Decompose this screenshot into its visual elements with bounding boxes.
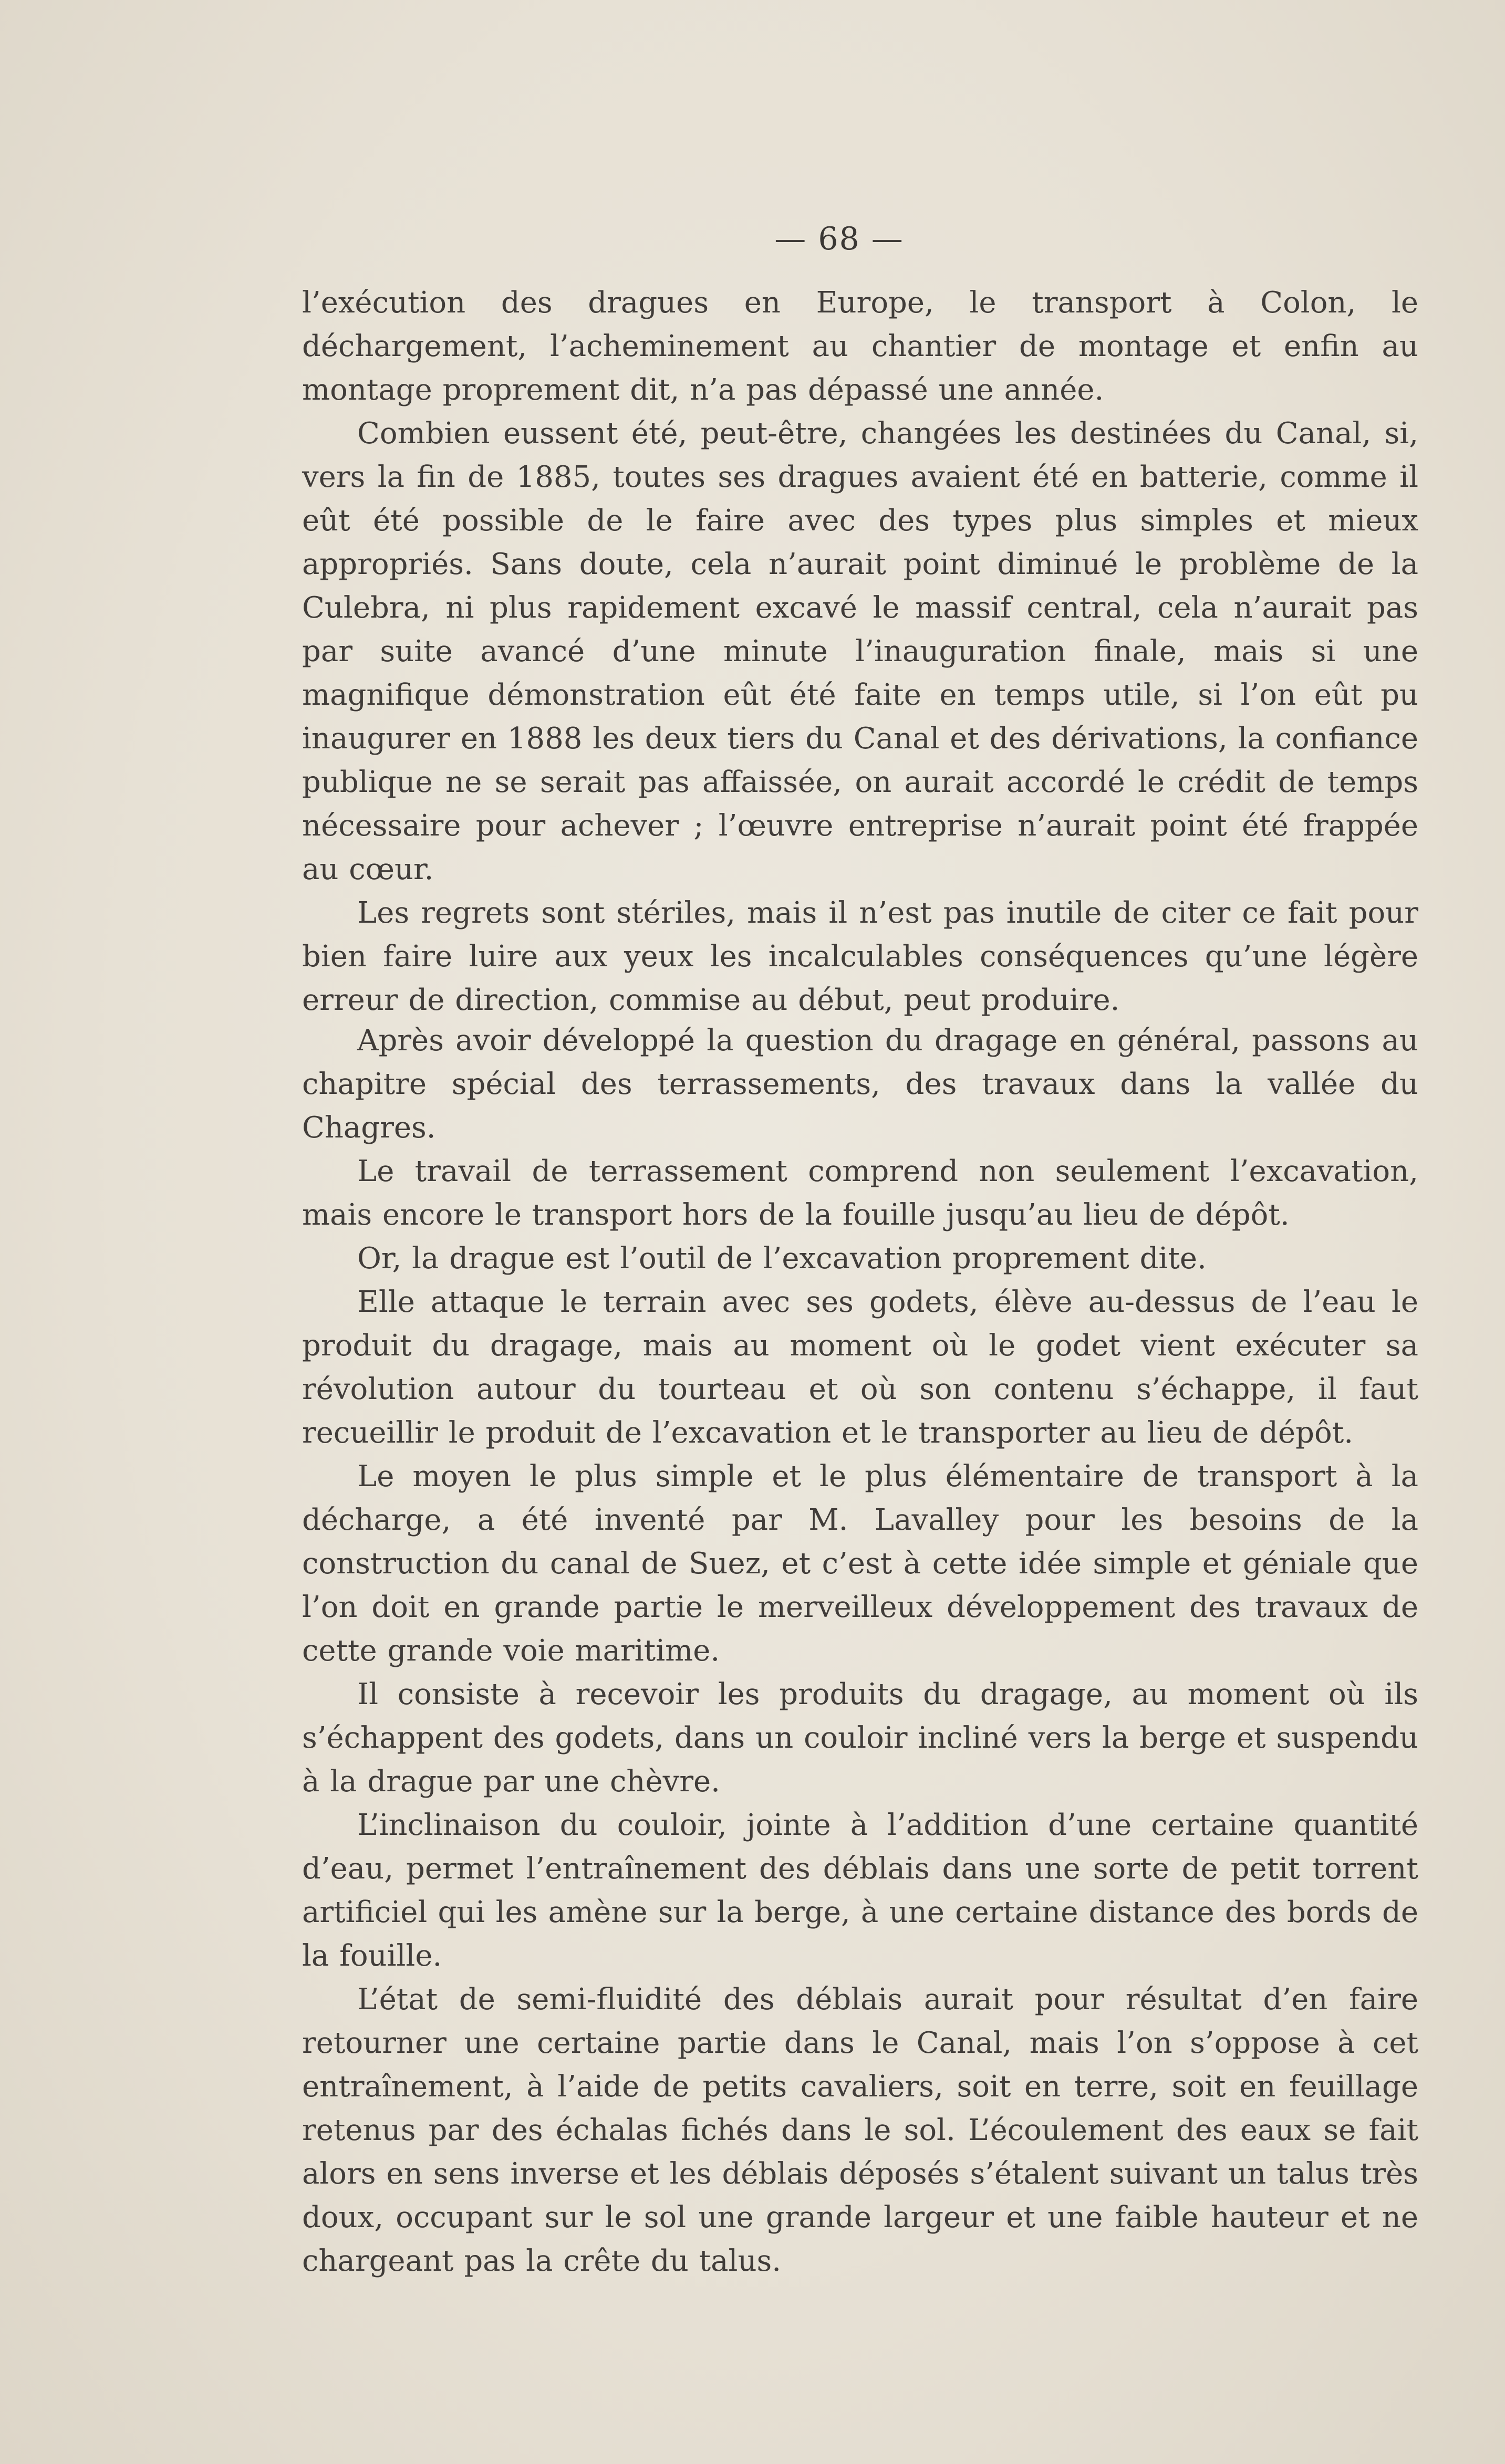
paragraph: Combien eussent été, peut-être, changées les destinées du Canal, si, vers la fin de 1885, toutes ses dragues avaient été en batterie, comme il eût été possible de le faire avec des types plus simples et mieux appropriés. Sans doute, cela n’aurait point diminué le problème de la Culebra, ni plus rapidement excavé le massif central, cela n’aurait pas par suite avancé d’une minute l’inauguration finale, mais si une magnifique démonstration eût été faite en temps utile, si l’on eût pu inaugurer en 1888 les deux tiers du Canal et des dérivations, la confiance publique ne se serait pas affaissée, on aurait accordé le crédit de temps nécessaire pour achever ; l’œuvre entreprise n’aurait point été frappée au cœur. [302, 416, 1418, 886]
page-number: — 68 — [774, 221, 904, 257]
paragraph: l’exécution des dragues en Europe, le transport à Colon, le déchargement, l’acheminement au chantier de montage et enfin au montage proprement dit, n’a pas dépassé une année. [302, 286, 1418, 407]
paragraph: L’inclinaison du couloir, jointe à l’addition d’une certaine quantité d’eau, permet l’entraînement des déblais dans une sorte de petit torrent artificiel qui les amène sur la berge, à une certaine distance des bords de la fouille. [302, 1808, 1418, 1973]
paragraph: Elle attaque le terrain avec ses godets, élève au-dessus de l’eau le produit du dragage, mais au moment où le godet vient exécuter sa révolution autour du tourteau et où son contenu s’échappe, il faut recueillir le produit de l’excavation et le transporter au lieu de dépôt. [302, 1285, 1418, 1450]
text-section-2 [302, 1019, 1418, 2283]
paragraph: L’état de semi-fluidité des déblais aurait pour résultat d’en faire retourner une certaine partie dans le Canal, mais l’on s’oppose à cet entraînement, à l’aide de petits cavaliers, soit en terre, soit en feuillage retenus par des échalas fichés dans le sol. L’écoulement des eaux se fait alors en sens inverse et les déblais déposés s’étalent suivant un talus très doux, occupant sur le sol une grande largeur et une faible hauteur et ne chargeant pas la crête du talus. [302, 1982, 1418, 2278]
paragraph: Or, la drague est l’outil de l’excavation proprement dite. [357, 1241, 1207, 1276]
paragraph: Le moyen le plus simple et le plus élémentaire de transport à la décharge, a été inventé par M. Lavalley pour les besoins de la construction du canal de Suez, et c’est à cette idée simple et géniale que l’on doit en grande partie le merveilleux développement des travaux de cette grande voie maritime. [302, 1459, 1418, 1668]
paragraph: Après avoir développé la question du dragage en général, passons au chapitre spécial des terrassements, des travaux dans la vallée du Chagres. [302, 1024, 1418, 1145]
paragraph: Les regrets sont stériles, mais il n’est pas inutile de citer ce fait pour bien faire luire aux yeux les incalculables conséquences qu’une légère erreur de direction, commise au début, peut produire. [302, 896, 1418, 1017]
paragraph: Il consiste à recevoir les produits du dragage, au moment où ils s’échappent des godets, dans un couloir incliné vers la berge et suspendu à la drague par une chèvre. [302, 1677, 1418, 1799]
paragraph: Le travail de terrassement comprend non seulement l’excavation, mais encore le transport hors de la fouille jusqu’au lieu de dépôt. [302, 1154, 1418, 1232]
text-section-1 [302, 281, 1418, 1022]
